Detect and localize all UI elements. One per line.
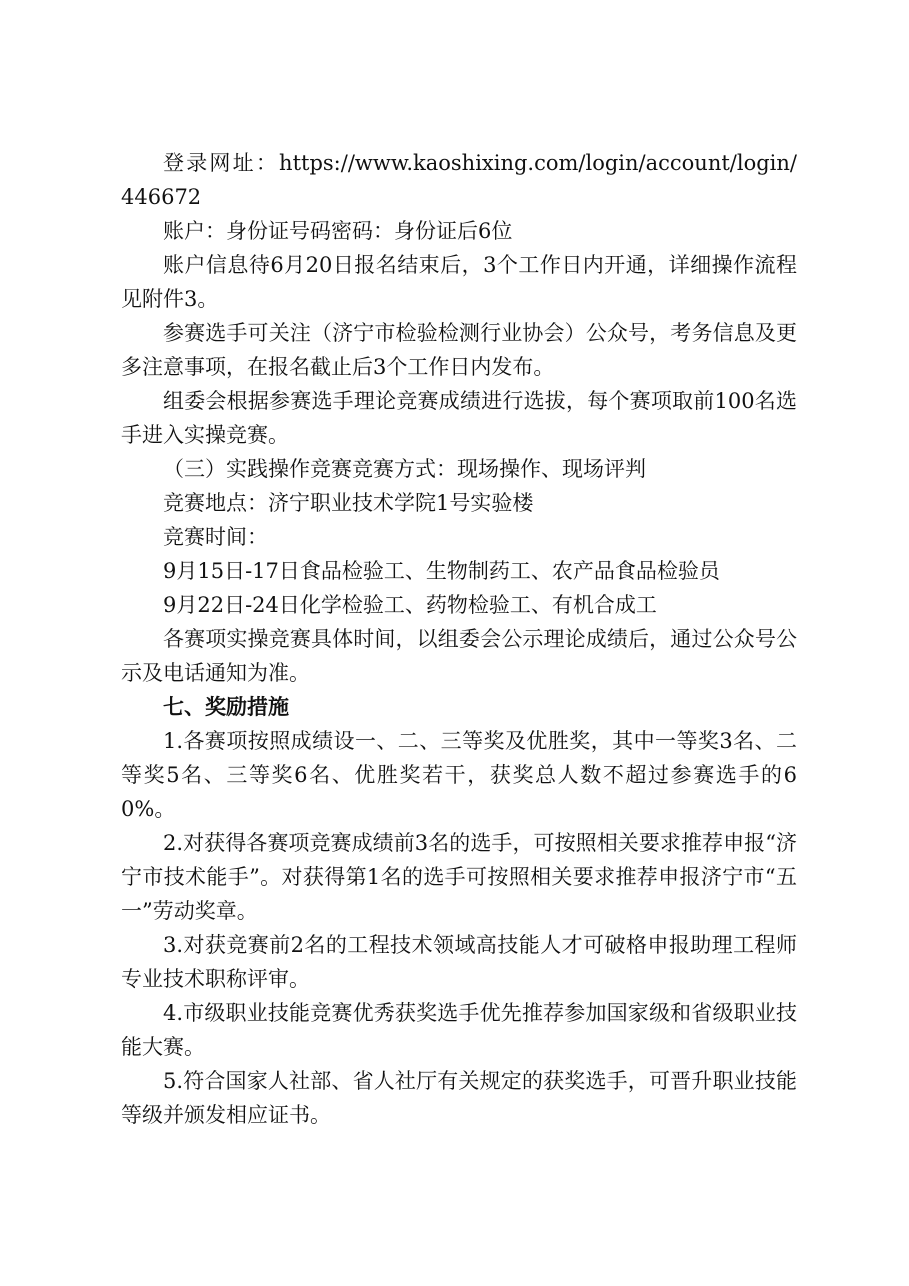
schedule-sept-22-paragraph: 9月22日-24日化学检验工、药物检验工、有机合成工 [163,593,657,617]
login-url-paragraph: 登录网址：https://www.kaoshixing.com/login/account/login/446672 [121,151,797,209]
selection-paragraph: 组委会根据参赛选手理论竞赛成绩进行选拔，每个赛项取前100名选手进入实操竞赛。 [121,389,797,447]
reward-item-2: 2.对获得各赛项竞赛成绩前3名的选手，可按照相关要求推荐申报“济宁市技术能手”。对获得第1名的选手可按照相关要求推荐申报济宁市“五一”劳动奖章。 [121,831,797,923]
reward-item-3: 3.对获竞赛前2名的工程技术领域高技能人才可破格申报助理工程师专业技术职称评审。 [121,933,797,991]
account-activation-paragraph: 账户信息待6月20日报名结束后，3个工作日内开通，详细操作流程见附件3。 [121,253,797,311]
section-heading-rewards: 七、奖励措施 [163,695,289,719]
schedule-notice-paragraph: 各赛项实操竞赛具体时间，以组委会公示理论成绩后，通过公众号公示及电话通知为准。 [121,627,797,685]
practical-format-paragraph: （三）实践操作竞赛竞赛方式：现场操作、现场评判 [163,457,646,481]
wechat-account-paragraph: 参赛选手可关注（济宁市检验检测行业协会）公众号，考务信息及更多注意事项，在报名截止后3个工作日内发布。 [121,321,797,379]
schedule-label-paragraph: 竞赛时间： [163,525,268,549]
venue-paragraph: 竞赛地点：济宁职业技术学院1号实验楼 [163,491,534,515]
account-password-paragraph: 账户：身份证号码密码：身份证后6位 [163,219,513,243]
reward-item-5: 5.符合国家人社部、省人社厅有关规定的获奖选手，可晋升职业技能等级并颁发相应证书。 [121,1069,797,1127]
reward-item-1: 1.各赛项按照成绩设一、二、三等奖及优胜奖，其中一等奖3名、二等奖5名、三等奖6名、优胜奖若干，获奖总人数不超过参赛选手的60%。 [121,729,797,821]
schedule-sept-15-paragraph: 9月15日-17日食品检验工、生物制药工、农产品食品检验员 [163,559,720,583]
document-body [121,146,797,1132]
reward-item-4: 4.市级职业技能竞赛优秀获奖选手优先推荐参加国家级和省级职业技能大赛。 [121,1001,797,1059]
